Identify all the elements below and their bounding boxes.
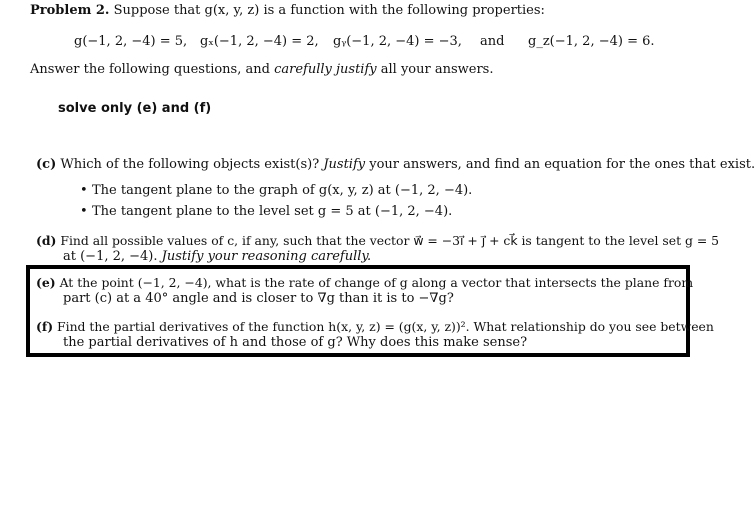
- part-d-emph: Justify your reasoning carefully.: [161, 249, 372, 264]
- equation-gy: gᵧ(−1, 2, −4) = −3,: [333, 34, 462, 49]
- part-c-bullet-2: The tangent plane to the level set g = 5 at (−1, 2, −4).: [92, 204, 453, 219]
- equation-gz: g_z(−1, 2, −4) = 6.: [528, 34, 655, 49]
- instructions-post: all your answers.: [376, 62, 494, 77]
- part-c-bullet-1: The tangent plane to the graph of g(x, y, z) at (−1, 2, −4).: [92, 183, 473, 198]
- part-f-text1: Find the partial derivatives of the function h(x, y, z) = (g(x, y, z))². What relationship do you see between: [57, 319, 714, 334]
- problem-header: [30, 3, 545, 19]
- problem-label: Problem 2.: [30, 3, 110, 18]
- part-e-label: (e): [36, 275, 56, 290]
- equation-g: g(−1, 2, −4) = 5,: [74, 34, 188, 49]
- part-d-text2: at (−1, 2, −4).: [63, 249, 162, 264]
- part-d-text1: Find all possible values of c, if any, such that the vector w⃗ = −3i⃗ + j⃗ + ck⃗ is tangent to the level set g = 5: [60, 233, 720, 248]
- instructions-pre: Answer the following questions, and: [30, 62, 275, 77]
- part-c-post: your answers, and find an equation for the ones that exist.: [365, 157, 755, 172]
- part-c-emph: Justify: [323, 157, 366, 172]
- part-f-line2: the partial derivatives of h and those of g? Why does this make sense?: [63, 335, 528, 350]
- equation-and: and: [480, 34, 505, 49]
- part-e-text1: At the point (−1, 2, −4), what is the rate of change of g along a vector that intersects the plane from: [59, 275, 694, 290]
- instructions-emph: carefully justify: [274, 62, 377, 77]
- bullet-icon: •: [80, 204, 88, 219]
- part-f-line1: [36, 319, 714, 335]
- part-d-line2: [63, 249, 371, 265]
- part-e-line2: part (c) at a 40° angle and is closer to ∇g than it is to −∇g?: [63, 291, 454, 306]
- instructions: [30, 62, 493, 78]
- handwritten-note: solve only (e) and (f): [58, 101, 212, 116]
- part-d-label: (d): [36, 233, 57, 248]
- part-e-line1: [36, 275, 693, 291]
- part-c-bullet: [80, 204, 452, 220]
- part-c-bullet: [80, 183, 472, 199]
- part-c-label: (c): [36, 157, 57, 172]
- part-d-line1: [36, 233, 719, 249]
- part-f-label: (f): [36, 319, 54, 334]
- problem-intro: Suppose that g(x, y, z) is a function with the following properties:: [113, 3, 545, 18]
- bullet-icon: •: [80, 183, 88, 198]
- part-c-pre: Which of the following objects exist(s)?: [60, 157, 324, 172]
- part-c: [36, 157, 755, 173]
- equation-gx: gₓ(−1, 2, −4) = 2,: [200, 34, 319, 49]
